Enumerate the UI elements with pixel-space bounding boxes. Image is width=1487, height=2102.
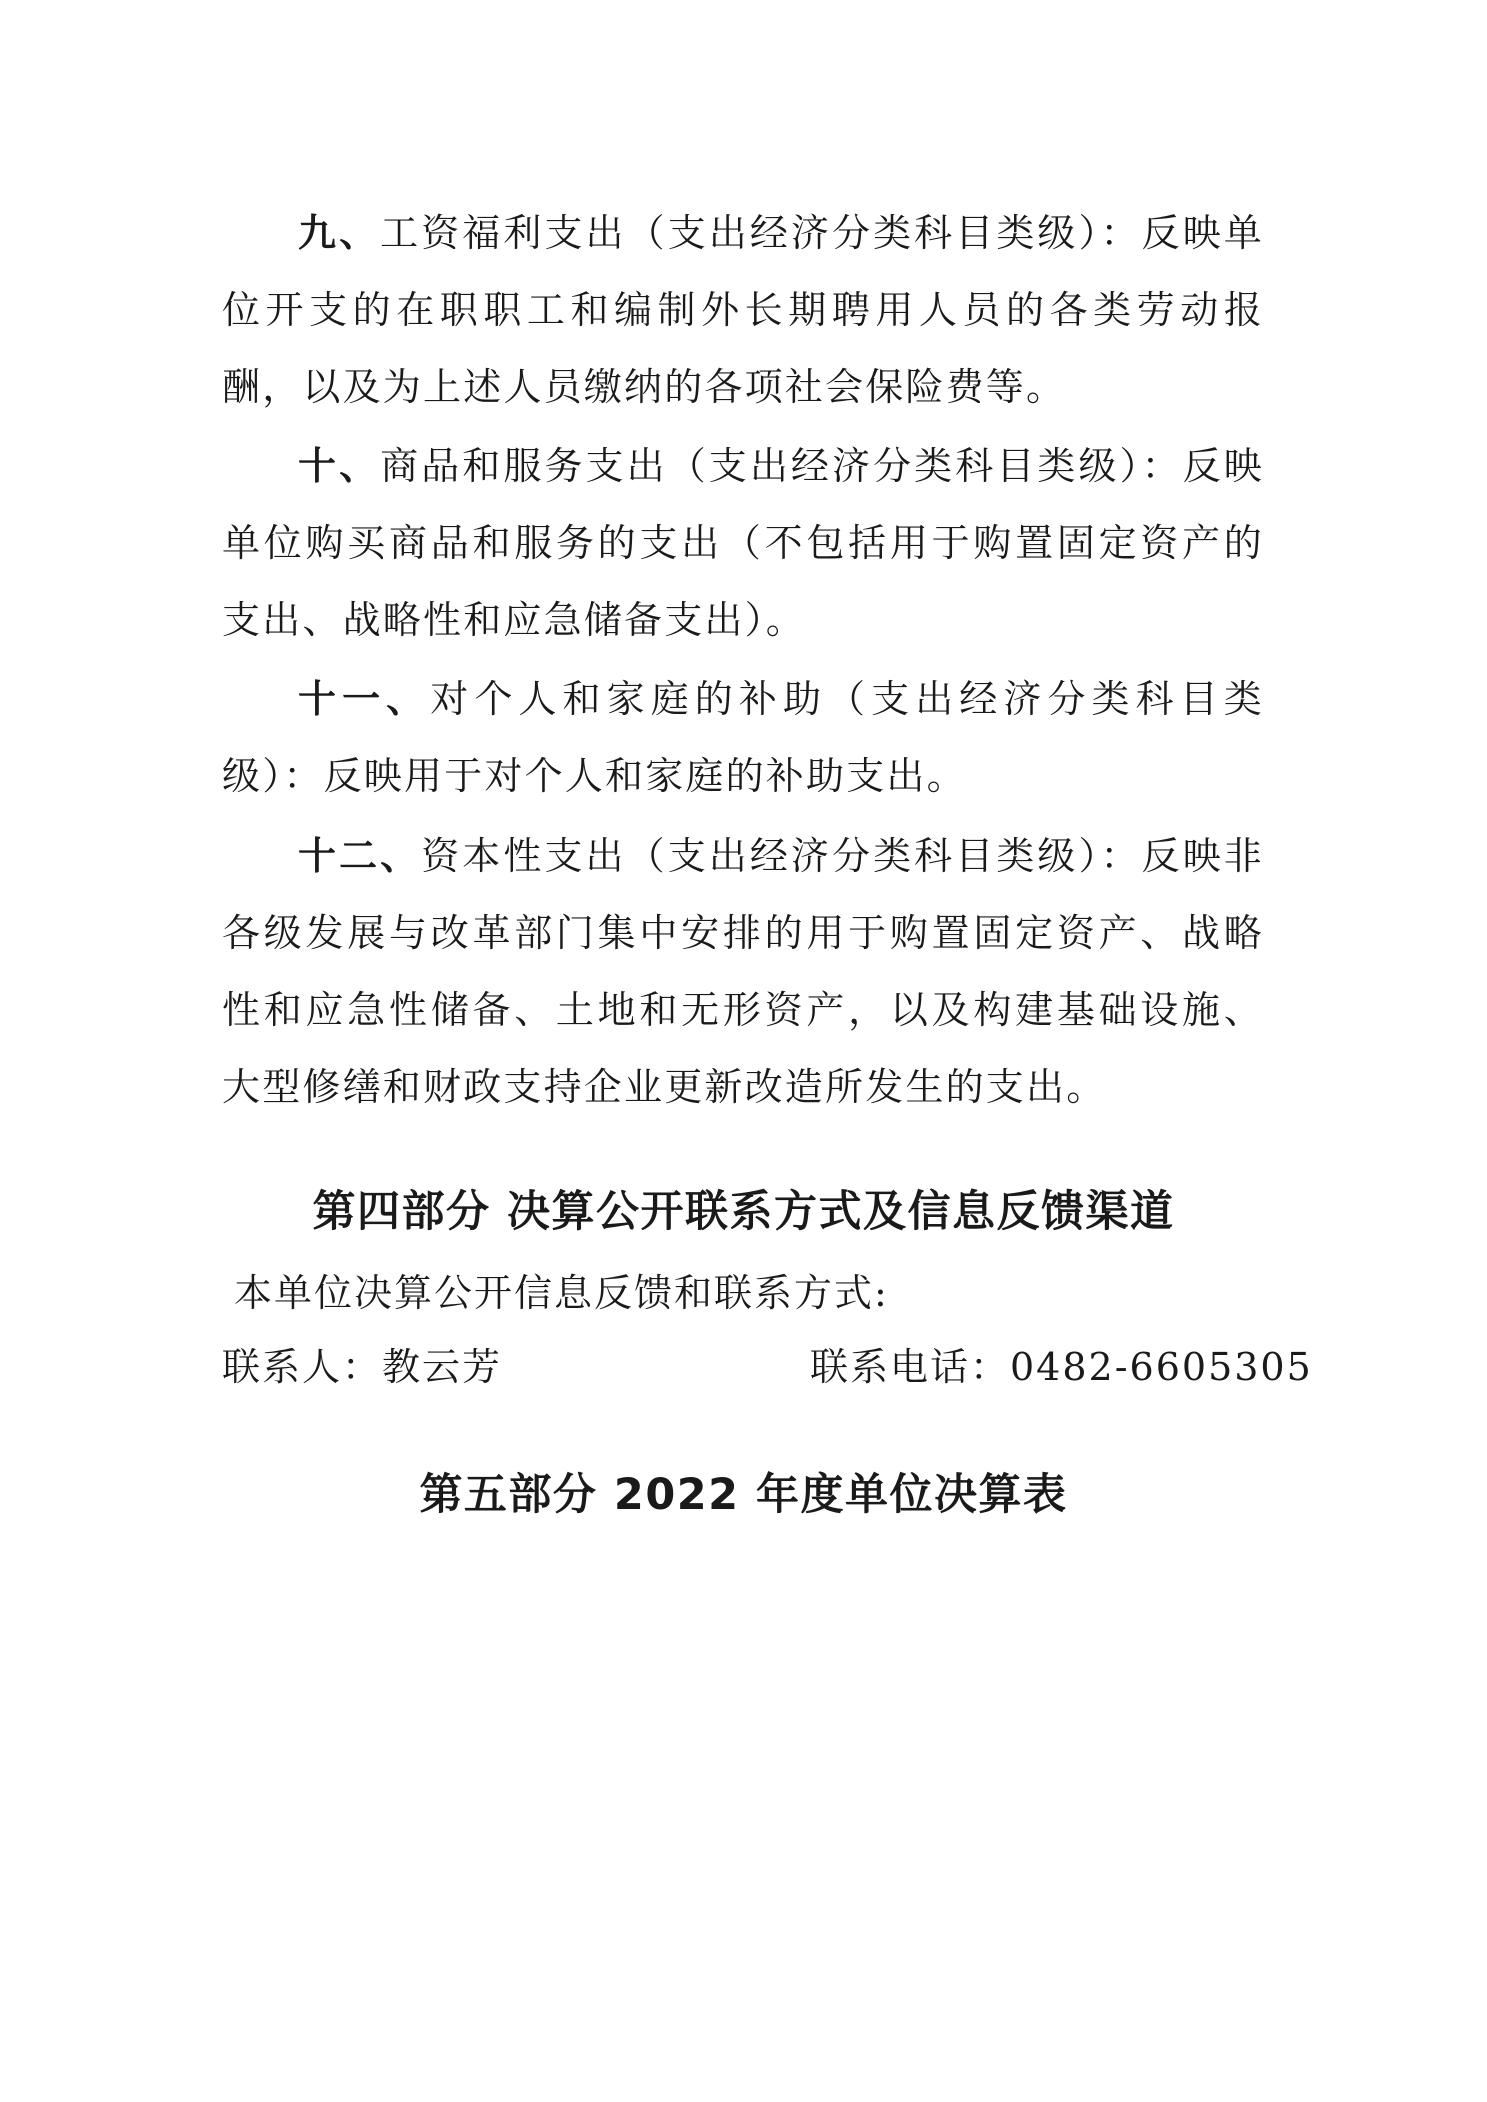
paragraph-item-11 [222,661,1264,815]
part-5-heading: 第五部分 2022 年度单位决算表 [419,1470,1068,1520]
paragraph-item-12 [222,818,1264,1126]
contact-phone: 联系电话：0482-6605305 [810,1345,1313,1389]
item-10-text: 商品和服务支出（支出经济分类科目类级）：反映单位购买商品和服务的支出（不包括用于购置固定资产的支出、战略性和应急储备支出）。 [222,444,1264,642]
feedback-intro: 本单位决算公开信息反馈和联系方式: [234,1271,889,1315]
contact-person: 联系人：教云芳 [222,1345,503,1389]
item-11-text: 对个人和家庭的补助（支出经济分类科目类级）：反映用于对个人和家庭的补助支出。 [222,677,1264,798]
paragraph-item-10 [222,428,1264,659]
item-9-text: 工资福利支出（支出经济分类科目类级）：反映单位开支的在职职工和编制外长期聘用人员的各类劳动报酬，以及为上述人员缴纳的各项社会保险费等。 [222,211,1264,409]
item-12-number: 十二、 [298,834,422,878]
item-11-number: 十一、 [298,677,431,721]
paragraph-item-9 [222,195,1264,426]
item-10-number: 十、 [298,444,381,488]
item-12-text: 资本性支出（支出经济分类科目类级）：反映非各级发展与改革部门集中安排的用于购置固定资产、战略性和应急性储备、土地和无形资产，以及构建基础设施、大型修缮和财政支持企业更新改造所发生的支出。 [222,834,1264,1109]
part-4-heading: 第四部分 决算公开联系方式及信息反馈渠道 [312,1187,1175,1237]
item-9-number: 九、 [298,211,381,255]
